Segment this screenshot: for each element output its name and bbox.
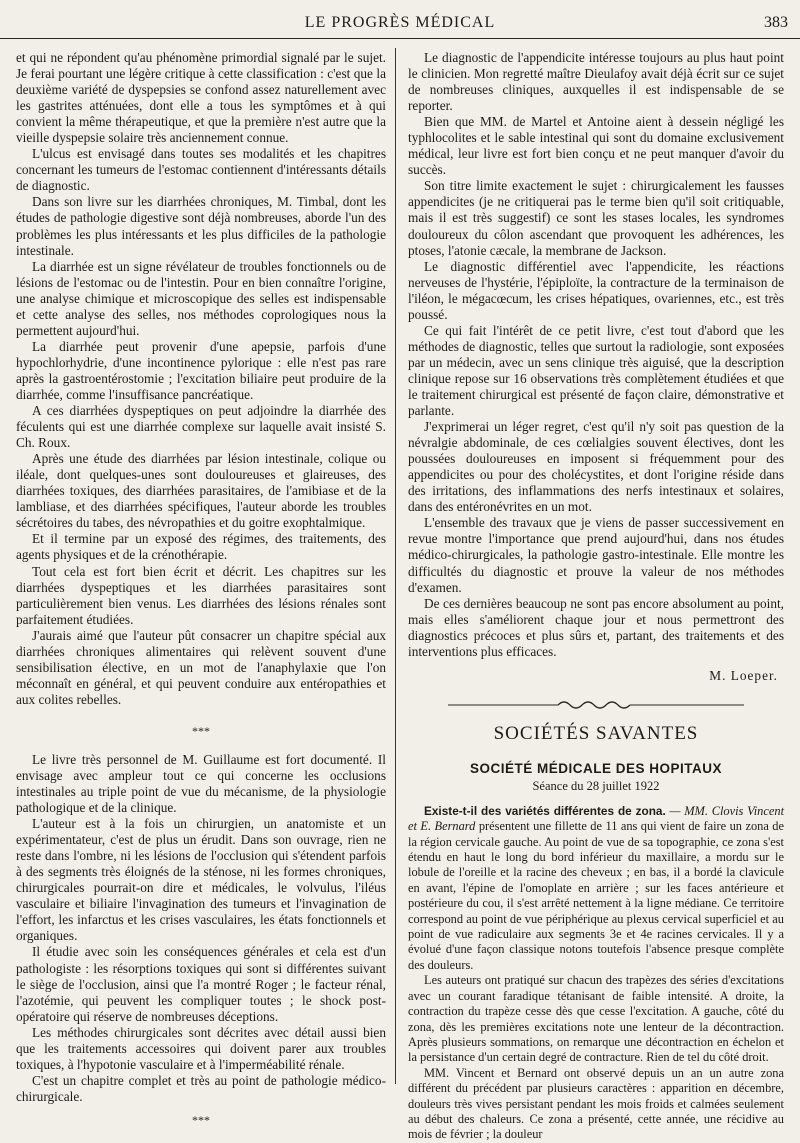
report-paragraph <box>408 804 784 973</box>
asterism-separator: *** <box>192 1112 210 1127</box>
paragraph: J'aurais aimé que l'auteur pût consacrer un chapitre spécial aux diarrhées chroniques alimentaires qui relèvent souvent d'une sensibilisation élective, en un mot de l'anaphylaxie que l'on méconnaît en général, et qui peuvent conduire aux entéropathies et aux colites rebelles. <box>16 627 386 707</box>
paragraph: De ces dernières beaucoup ne sont pas encore absolument au point, mais elles s'améliorent chaque jour et nous permettront des diagnostics précoces et plus sûrs et, partant, des traitements et des interventions plus efficaces. <box>408 595 784 659</box>
paragraph: Les méthodes chirurgicales sont décrites avec détail aussi bien que les traitements accessoires qui doivent parer aux troubles toxiques, à l'hypotonie vasculaire et à l'imperméabilité rénale. <box>16 1024 386 1072</box>
paragraph: A ces diarrhées dyspeptiques on peut adjoindre la diarrhée des féculents qui est une diarrhée complexe sur laquelle avait insisté S. Ch. Roux. <box>16 403 386 451</box>
report-paragraph: MM. Vincent et Bernard ont observé depuis un an un autre zona différent du précédent par plusieurs caractères : apparition en décembre, douleurs très vives persistant pendant les mois froids et calmées seulement au début des chaleurs. Ce zona a présenté, cette année, une récidive au mois de février ; la douleur <box>408 1065 784 1142</box>
paragraph: La diarrhée est un signe révélateur de troubles fonctionnels ou de lésions de l'estomac ou de l'intestin. Pour en bien connaître l'origine, une analyse chimique et microscopique des selles est indispensable et cette analyse des selles, nos méthodes coprologiques nous la permettent aujourd'hui. <box>16 258 386 338</box>
right-column <box>408 50 785 1142</box>
report-lead: Existe-t-il des variétés différentes de zona. <box>424 803 666 818</box>
society-title: SOCIÉTÉ MÉDICALE DES HOPITAUX <box>469 760 723 776</box>
ornamental-rule <box>408 698 784 712</box>
author-signature: M. Loeper. <box>709 667 778 683</box>
report-block <box>408 804 784 1143</box>
section-title: SOCIÉTÉS SAVANTES <box>493 722 699 744</box>
paragraph: Le diagnostic différentiel avec l'appendicite, les réactions nerveuses de l'hystérie, l'épiploïte, la contracture de la terminaison de l'iléon, le mégacœcum, les crises hépatiques, ovariennes, etc., est très poussé. <box>408 258 784 322</box>
paragraph: J'exprimerai un léger regret, c'est qu'il n'y soit pas question de la névralgie abdominale, de ces cœlialgies souvent électives, dont les poussées douloureuses en imposent si fréquemment pour des appendicites ou pour des cholécystites, et dont l'origine réside dans des irritations, des inflammations des nerfs intestinaux et solaires, dans des entéronévrites en un mot. <box>408 419 784 515</box>
report-authors: — MM. Clovis Vincent et E. Bernard <box>408 803 785 834</box>
asterism-separator: *** <box>192 723 210 738</box>
paragraph: Il étudie avec soin les conséquences générales et cela est d'un pathologiste : les résorptions toxiques qui sont si différentes suivant le siège de l'occlusion, ainsi que l'a montré Roger ; le facteur rénal, l'azotémie, qui peuvent les compliquer toutes ; le shock post-opératoire qui réserve de nombreuses déceptions. <box>16 944 386 1024</box>
page-header <box>0 12 800 39</box>
paragraph: L'ulcus est envisagé dans toutes ses modalités et les chapitres concernant les tumeurs de l'estomac contiennent d'intéressants détails de diagnostic. <box>16 146 386 194</box>
paragraph: L'ensemble des travaux que je viens de passer successivement en revue montre l'importance que prend aujourd'hui, dans nos études médico-chirurgicales, la pathologie gastro-intestinale. Elle montre les difficultés du diagnostic et prouve la valeur de nos méthodes d'examen. <box>408 515 784 595</box>
paragraph: et qui ne répondent qu'au phénomène primordial signalé par le sujet. Je ferai pourtant une légère critique à cette classification : c'est que la deuxième variété de dyspepsies se confond assez naturellement avec les gastrites atténuées, dont elle a tous les symptômes et à qui convient la même thérapeutique, et que la première n'est autre que la vieille dyspepsie solaire très anciennement connue. <box>16 50 386 146</box>
paragraph: Bien que MM. de Martel et Antoine aient à dessein négligé les typhlocolites et le sable intestinal qui sont du domaine exclusivement médical, leur livre est fort bien conçu et ne peut manquer d'avoir du succès. <box>408 114 784 178</box>
paragraph: La diarrhée peut provenir d'une apepsie, parfois d'une hypochlorhydrie, d'une incontinence pylorique : elle n'est pas rare après la gastroentérostomie ; l'excitation biliaire peut produire de la diarrhée, comme l'insuffisance pancréatique. <box>16 338 386 402</box>
paragraph: Dans son livre sur les diarrhées chroniques, M. Timbal, dont les études de pathologie digestive sont déjà nombreuses, aborde l'un des problèmes les plus intéressants et les plus difficiles de la pathologie intestinale. <box>16 194 386 258</box>
left-column <box>16 50 386 1127</box>
paragraph: Après une étude des diarrhées par lésion intestinale, colique ou iléale, dont quelques-unes sont douloureuses et glaireuses, des diarrhées toxiques, des diarrhées parasitaires, de l'amibiase et de la lambliase, et des diarrhées spécifiques, l'auteur aborde les troubles sécrétoires du tabes, des névropathies et du goitre exophtalmique. <box>16 451 386 531</box>
paragraph: Son titre limite exactement le sujet : chirurgicalement les fausses appendicites (je ne critiquerai pas le terme bien qu'il soit critiquable, mais il est très suggestif) ce sont les stases locales, les syndromes douloureux du côlon ascendant que provoquent les adhérences, les ptoses, l'atonie cæcale, la membrane de Jackson. <box>408 178 784 258</box>
paragraph: Et il termine par un exposé des régimes, des traitements, des agents physiques et de la crénothérapie. <box>16 531 386 563</box>
column-divider <box>395 48 396 1084</box>
report-text: présentent une fillette de 11 ans qui vient de faire un zona de la région cervicale gauche. Au point de vue de sa topographie, ce zona s'est étendu en haut le long du bord inférieur du maxillaire, a mordu sur le lobule de l'oreille et la racine des cheveux ; en bas, il a bordé la clavicule en avant, l'épine de l'omoplate en arrière ; sur les faces antérieure et postérieure du cou, il s'est arrêté nettement à la ligne médiane. Ce territoire correspond au point de vue périphérique au plexus cervical superficiel et au point de vue radiculaire aux segments 3e et 4e racines cervicales. Il y a évolué d'une façon classique notons toutefois l'absence presque complète des douleurs. <box>408 819 784 972</box>
paragraph: Le diagnostic de l'appendicite intéresse toujours au plus haut point le clinicien. Mon regretté maître Dieulafoy avait déjà écrit sur ce sujet de nombreuses cliniques, auxquelles il est indispensable de se reporter. <box>408 50 784 114</box>
report-paragraph: Les auteurs ont pratiqué sur chacun des trapèzes des séries d'excitations avec un courant faradique tétanisant de faible intensité. A droite, la contraction du trapèze cesse dès que cesse l'excitation. A gauche, côté du zona, dès les premières excitations note une lenteur de la décontraction. Après plusieurs sommations, on remarque une décontraction en échelon et la persistance d'un certain degré de contracture. Rien de tel du côté droit. <box>408 973 784 1065</box>
paragraph: L'auteur est à la fois un chirurgien, un anatomiste et un expérimentateur, c'est de plus un érudit. Dans son ouvrage, rien ne reste dans l'ombre, ni les lésions de l'occlusion qui s'étendent parfois à des segments très éloignés de la sténose, ni les formes chroniques, chirurgicales pourrait-on dire et médicales, le volvulus, l'iléus vasculaire et biliaire l'invagination des tumeurs et l'invagination de l'effort, les infarctus et les crises vasculaires, les états fonctionnels et organiques. <box>16 816 386 944</box>
session-date: Séance du 28 juillet 1922 <box>532 778 660 793</box>
ornamental-rule-graphic <box>408 698 784 712</box>
paragraph: C'est un chapitre complet et très au point de pathologie médico-chirurgicale. <box>16 1072 386 1104</box>
paragraph: Ce qui fait l'intérêt de ce petit livre, c'est tout d'abord que les méthodes de diagnostic, telles que surtout la radiologie, sont exposées par un médecin, avec un sens clinique très aiguisé, que la description clinique repose sur 16 observations très complètement étudiées et que le traitement chirurgical est présenté de façon claire, démonstrative et parlante. <box>408 322 784 419</box>
paragraph: Le livre très personnel de M. Guillaume est fort documenté. Il envisage avec ampleur tout ce qui concerne les occlusions intestinales au triple point de vue du mécanisme, de la physiologie pathologique et de la clinique. <box>16 751 386 816</box>
journal-title: LE PROGRÈS MÉDICAL <box>304 14 496 31</box>
page-number: 383 <box>764 14 788 31</box>
paragraph: Tout cela est fort bien écrit et décrit. Les chapitres sur les diarrhées dyspeptiques et les diarrhées parasitaires sont particulièrement bien venus. Les diarrhées des lésions rénales sont parfaitement étudiées. <box>16 563 386 627</box>
